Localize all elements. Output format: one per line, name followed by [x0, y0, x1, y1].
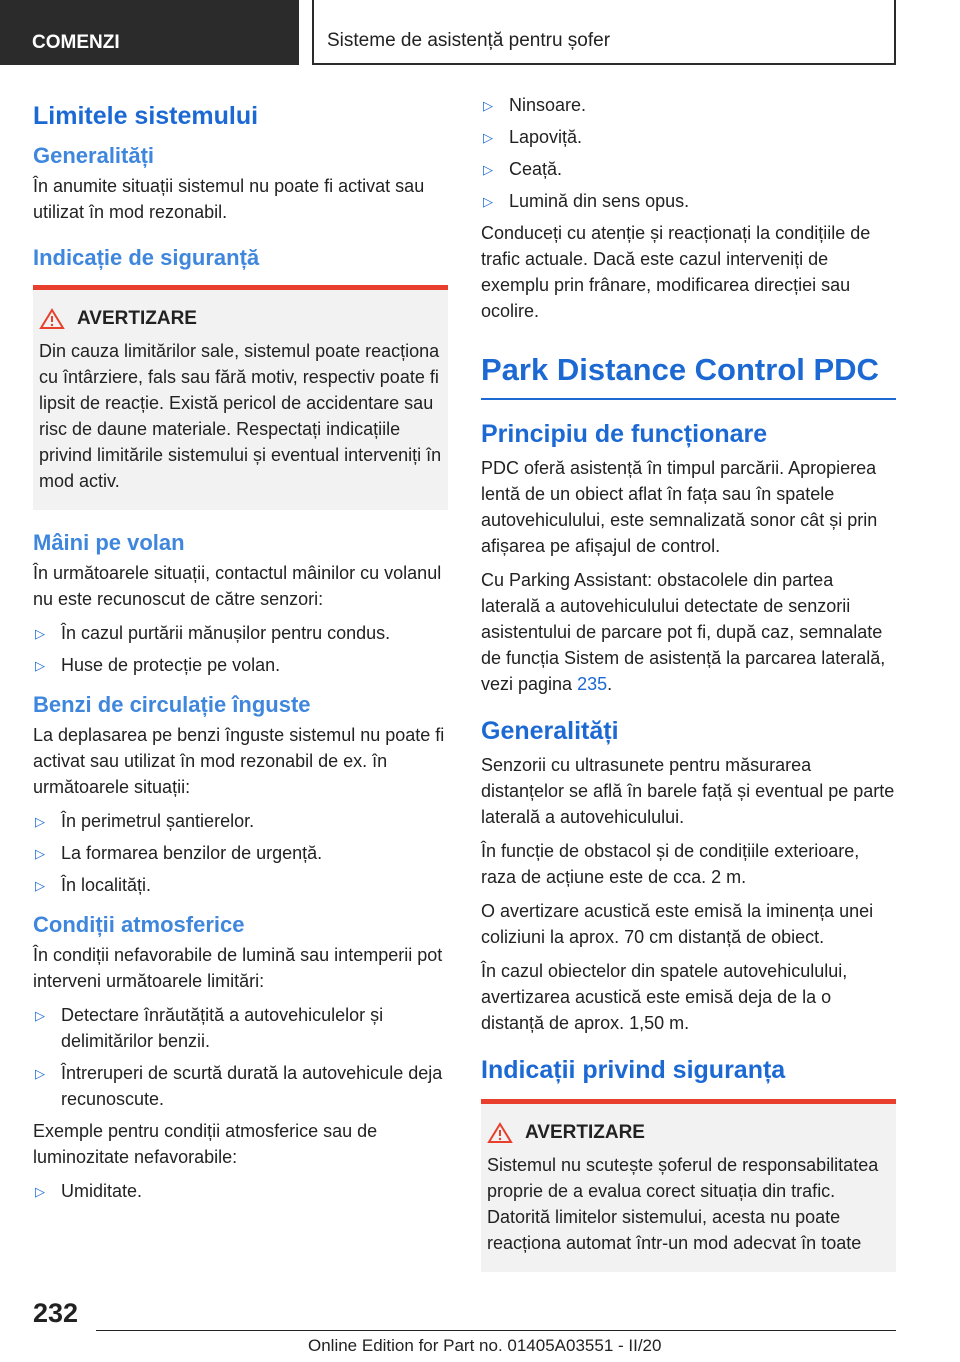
triangle-bullet-icon: ▷	[35, 814, 45, 829]
triangle-bullet-icon: ▷	[35, 878, 45, 893]
principle-text-1: PDC oferă asistență în timpul parcării. Apropierea lentă de un obiect aflat în fața sau în spatele autovehiculului, este semnalizată sonor cât și prin afișarea pe afișajul de control.	[481, 458, 878, 556]
warning-header	[39, 308, 442, 330]
triangle-bullet-icon: ▷	[35, 1184, 45, 1199]
triangle-bullet-icon: ▷	[35, 846, 45, 861]
weather-heading: Condiții atmosferice	[33, 912, 245, 937]
triangle-bullet-icon: ▷	[35, 626, 45, 641]
safety-heading: Indicație de siguranță	[33, 245, 260, 270]
hands-heading: Mâini pe volan	[33, 530, 185, 555]
header-section-label: COMENZI	[32, 32, 120, 53]
footer-divider	[96, 1330, 896, 1331]
lanes-heading: Benzi de circulație înguste	[33, 692, 311, 717]
general-text-1: Senzorii cu ultrasunete pentru măsurarea distanțelor se află în barele față și eventual pe parte laterală a autovehiculului.	[481, 755, 895, 827]
general-heading: Generalități	[33, 143, 155, 168]
header-section-tab	[0, 0, 299, 65]
header-chapter-tab	[312, 0, 896, 65]
warning-label: AVERTIZARE	[77, 308, 197, 329]
weather-text: În condiții nefavorabile de lumină sau intemperii pot interveni următoarele limitări:	[33, 945, 443, 991]
list-item: ▷ La formarea benzilor de urgență.	[33, 840, 448, 866]
warning-text: Din cauza limitărilor sale, sistemul poate reacționa cu întârziere, fals sau fără motiv, respectiv poate fi lipsit de reacție. Există pericol de accidentare sau risc de daune materiale. Respectați indicațiile privind limitările sistemului și eventual interveniți în mod activ.	[39, 341, 442, 491]
list-item: ▷ Ceață.	[481, 156, 896, 182]
examples-text: Exemple pentru condiții atmosferice sau de luminozitate nefavorabile:	[33, 1121, 378, 1167]
system-limits-title: Limitele sistemului	[33, 102, 259, 130]
warning-box	[33, 285, 448, 510]
right-column	[481, 92, 896, 1272]
triangle-bullet-icon: ▷	[483, 162, 493, 177]
warning-label: AVERTIZARE	[525, 1122, 645, 1143]
general-text-2: În funcție de obstacol și de condițiile exterioare, raza de acțiune este de cca. 2 m.	[481, 841, 860, 887]
examples-list-continued	[481, 92, 896, 214]
principle-heading: Principiu de funcționare	[481, 420, 768, 448]
triangle-bullet-icon: ▷	[483, 98, 493, 113]
pdc-title: Park Distance Control PDC	[481, 352, 896, 400]
list-item: ▷ Lapoviță.	[481, 124, 896, 150]
page-number: 232	[33, 1298, 79, 1328]
footer-edition: Online Edition for Part no. 01405A03551 - II/20	[308, 1336, 662, 1355]
list-item: ▷ Ninsoare.	[481, 92, 896, 118]
warning-header	[487, 1122, 890, 1144]
general-heading-right: Generalități	[481, 717, 619, 745]
list-item: ▷ Huse de protecție pe volan.	[33, 652, 448, 678]
warning-text: Sistemul nu scutește șoferul de responsabilitatea proprie de a evalua corect situația din trafic. Datorită limitelor sistemului, acesta nu poate reacționa automat într-un mod adecvat în toate	[487, 1155, 879, 1253]
drive-text: Conduceți cu atenție și reacționați la condițiile de trafic actuale. Dacă este cazul interveniți de exemplu prin frânare, modificarea direcției sau ocolire.	[481, 223, 871, 321]
general-text-4: În cazul obiectelor din spatele autovehiculului, avertizarea acustică este emisă deja de la o distanță de aprox. 1,50 m.	[481, 961, 848, 1033]
general-text: În anumite situații sistemul nu poate fi activat sau utilizat în mod rezonabil.	[33, 176, 425, 222]
safety-heading-right: Indicații privind siguranța	[481, 1056, 786, 1084]
examples-list	[33, 1178, 448, 1204]
triangle-bullet-icon: ▷	[483, 194, 493, 209]
list-item: ▷ Umiditate.	[33, 1178, 448, 1204]
list-item: ▷ În localități.	[33, 872, 448, 898]
general-text-3: O avertizare acustică este emisă la iminența unei coliziuni la aprox. 70 cm distanță de obiect.	[481, 901, 874, 947]
lanes-text: La deplasarea pe benzi înguste sistemul nu poate fi activat sau utilizat în mod rezonabil de ex. în următoarele situații:	[33, 725, 445, 797]
triangle-bullet-icon: ▷	[483, 130, 493, 145]
left-column	[33, 92, 448, 1210]
hands-text: În următoarele situații, contactul mâinilor cu volanul nu este recunoscut de către senzori:	[33, 563, 442, 609]
warning-box-right	[481, 1099, 896, 1272]
page-link[interactable]: 235	[577, 674, 608, 694]
warning-triangle-icon	[487, 1122, 513, 1144]
triangle-bullet-icon: ▷	[35, 1008, 45, 1023]
list-item: ▷ Lumină din sens opus.	[481, 188, 896, 214]
hands-list	[33, 620, 448, 678]
header-chapter-label: Sisteme de asistență pentru șofer	[327, 30, 611, 51]
triangle-bullet-icon: ▷	[35, 658, 45, 673]
list-item: ▷ În cazul purtării mănușilor pentru condus.	[33, 620, 448, 646]
principle-text-2: Cu Parking Assistant: obstacolele din partea laterală a autovehiculului detectate de senzorii asistentului de parcare pot fi, după caz, semnalate de funcția Sistem de asistență la parcarea laterală, vezi pagina 235.	[481, 570, 886, 694]
lanes-list	[33, 808, 448, 898]
warning-triangle-icon	[39, 308, 65, 330]
weather-list	[33, 1002, 448, 1112]
triangle-bullet-icon: ▷	[35, 1066, 45, 1081]
list-item: ▷ Întreruperi de scurtă durată la autovehicule deja recunoscute.	[35, 1063, 443, 1109]
list-item: ▷ În perimetrul șantierelor.	[33, 808, 448, 834]
list-item: ▷ Detectare înrăutățită a autovehiculelor și delimitărilor benzii.	[35, 1005, 384, 1051]
